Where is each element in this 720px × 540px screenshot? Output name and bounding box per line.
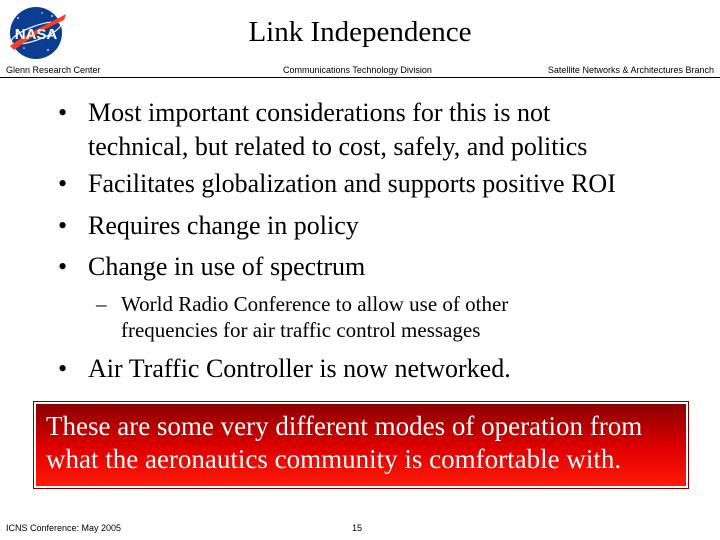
page-number: 15: [352, 523, 363, 533]
header-left-label: Glenn Research Center: [6, 65, 101, 75]
bullet-marker: •: [58, 252, 68, 281]
bullet-text: Change in use of spectrum: [88, 252, 366, 281]
bullet-text: Requires change in policy: [88, 211, 359, 240]
bullet-text: Air Traffic Controller is now networked.: [88, 354, 511, 383]
bullet-marker: •: [58, 169, 68, 198]
bullet-marker: •: [58, 98, 68, 127]
bullet-marker: •: [58, 211, 68, 240]
bullet-marker: •: [58, 354, 68, 383]
sub-bullet-text: World Radio Conference to allow use of other frequencies for air traffic control messages: [121, 292, 509, 342]
header-right-label: Satellite Networks & Architectures Branch: [547, 65, 714, 75]
header-divider: [0, 77, 720, 78]
bullet-text: Facilitates globalization and supports positive ROI: [88, 169, 616, 198]
callout-box: [34, 402, 688, 488]
svg-text:NASA: NASA: [14, 26, 58, 43]
bullet-text: Most important considerations for this is not technical, but related to cost, safely, and politics: [88, 98, 588, 161]
sub-bullet-marker: –: [96, 292, 107, 316]
footer-conference-label: ICNS Conference: May 2005: [6, 523, 122, 533]
header-center-label: Communications Technology Division: [283, 65, 432, 75]
slide-title: Link Independence: [248, 16, 472, 48]
callout-text: These are some very different modes of operation from what the aeronautics community is comfortable with.: [46, 411, 643, 474]
